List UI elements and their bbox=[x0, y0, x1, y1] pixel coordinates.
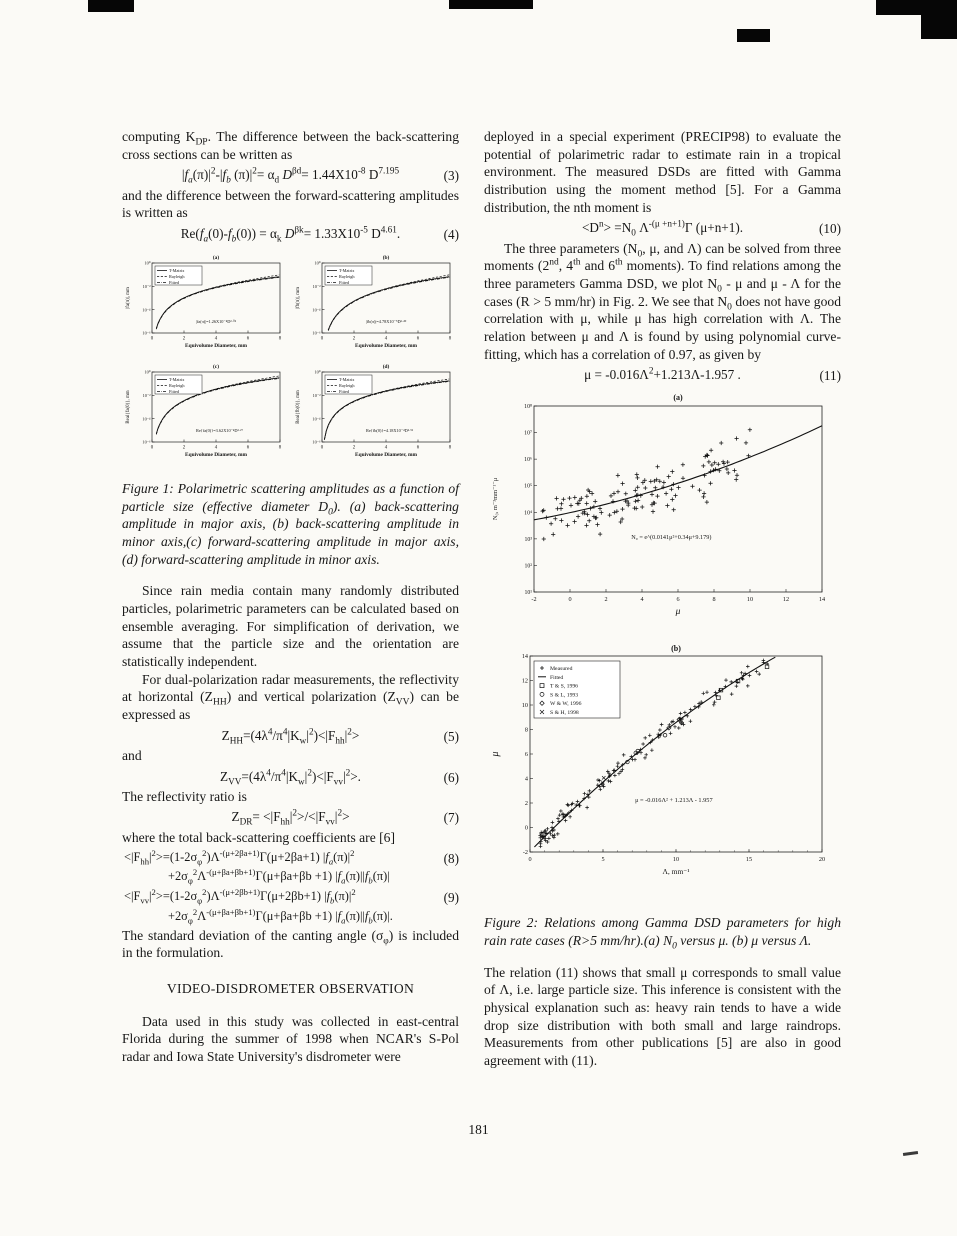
svg-text:4: 4 bbox=[384, 445, 388, 451]
svg-text:10: 10 bbox=[521, 702, 528, 710]
svg-text:Fitted: Fitted bbox=[550, 675, 564, 682]
figure-1-subplot-svg bbox=[292, 251, 456, 357]
svg-text:10⁰: 10⁰ bbox=[144, 260, 151, 266]
page-number: 181 bbox=[468, 1122, 489, 1137]
equation-number: (4) bbox=[443, 226, 459, 242]
equation-number: (10) bbox=[819, 221, 841, 237]
svg-text:10⁻⁴: 10⁻⁴ bbox=[312, 416, 321, 422]
svg-text:Fitted: Fitted bbox=[169, 280, 180, 286]
svg-text:Rayleigh: Rayleigh bbox=[339, 274, 355, 280]
svg-text:6: 6 bbox=[524, 751, 528, 759]
svg-text:0: 0 bbox=[150, 445, 154, 451]
equation-body: $+2\sigma_\varphi^2\Lambda^{-(\mu+\beta a+\beta b+1)}\Gamma(\mu+\beta a+\beta b +1)$ $|f_a(\pi)||f_b(\pi)|$ bbox=[168, 867, 390, 886]
svg-text:10³: 10³ bbox=[524, 537, 532, 544]
svg-text:5: 5 bbox=[601, 856, 605, 864]
svg-text:6: 6 bbox=[416, 445, 420, 451]
figure-1a-plot bbox=[122, 251, 286, 357]
svg-text:(a): (a) bbox=[673, 393, 683, 403]
svg-text:Re{fb(0)}=4.18X10⁻⁴D²·⁹¹: Re{fb(0)}=4.18X10⁻⁴D²·⁹¹ bbox=[366, 428, 414, 433]
equation-body: $<D^n> =N_0$ $\Lambda^{-(\mu +n+1)}\Gamma$ (μ+n+1). bbox=[581, 218, 744, 238]
equation-4 bbox=[122, 224, 459, 243]
svg-text:4: 4 bbox=[214, 445, 218, 451]
svg-text:10⁻²: 10⁻² bbox=[312, 284, 321, 290]
svg-text:0: 0 bbox=[528, 856, 532, 864]
svg-text:S & L, 1993: S & L, 1993 bbox=[550, 692, 579, 699]
pen-mark bbox=[903, 1151, 918, 1156]
equation-body: $|f_a(\pi)|^2-|f_b$ $(\pi)|^2= \alpha_d$ $D^{\beta d}= 1.44X10^{-8}$ $D^{7.195}$ bbox=[181, 165, 400, 185]
equation-5 bbox=[122, 726, 459, 745]
body-paragraph: computing $K_{DP}$. The difference between the back-scattering cross sections can be written as bbox=[122, 129, 459, 162]
svg-text:10⁰: 10⁰ bbox=[314, 369, 321, 375]
equation-8-continued bbox=[122, 867, 459, 885]
body-paragraph: The standard deviation of the canting angle $(\sigma_\varphi)$ is included in the formulation. bbox=[122, 927, 459, 961]
svg-text:10⁷: 10⁷ bbox=[524, 430, 532, 437]
svg-text:2: 2 bbox=[352, 336, 356, 342]
svg-text:T-Matrix: T-Matrix bbox=[169, 377, 185, 383]
equation-body: $<|F_{vv}|^2>=(1-2\sigma_\varphi^2)\Lambda^{-(\mu+2\beta b+1)}\Gamma(\mu+2\beta b+1)$ $|f_b(\pi)|^2$ bbox=[124, 887, 356, 906]
svg-text:14: 14 bbox=[818, 596, 826, 604]
figure-1-caption: Figure 1: Polarimetric scattering amplitudes as a function of particle size (effective diameter $D_0$). (a) back-scattering amplitude in major axis, (b) back-scattering amplitude in minor axis,(c) forward-scattering amplitude in major axis, (d) forward-scattering amplitude in minor axis. bbox=[122, 481, 459, 567]
body-paragraph: Since rain media contain many randomly distributed particles, polarimetric parameters can be calculated based on ensemble averaging. For simplification of derivation, we assume that the particle size and the orientation are statistically independent. bbox=[122, 583, 459, 670]
svg-text:Λ, mm⁻¹: Λ, mm⁻¹ bbox=[662, 867, 690, 877]
equation-8 bbox=[122, 848, 459, 866]
svg-text:10⁴: 10⁴ bbox=[524, 510, 532, 517]
svg-text:0: 0 bbox=[150, 336, 154, 342]
svg-text:0: 0 bbox=[524, 824, 528, 832]
svg-text:Real{fa(0)}, mm: Real{fa(0)}, mm bbox=[126, 390, 131, 424]
svg-text:Equivolume Diameter, mm: Equivolume Diameter, mm bbox=[355, 343, 417, 349]
svg-text:Rayleigh: Rayleigh bbox=[169, 274, 185, 280]
svg-text:10⁻⁶: 10⁻⁶ bbox=[142, 330, 151, 336]
body-paragraph: For dual-polarization radar measurements, the reflectivity at horizontal $(Z_{HH})$ and vertical polarization $(Z_{VV})$ can be expressed as bbox=[122, 671, 459, 723]
svg-text:N₀, m⁻³mm⁻¹⁻μ: N₀, m⁻³mm⁻¹⁻μ bbox=[492, 478, 499, 521]
svg-text:Fitted: Fitted bbox=[339, 389, 350, 395]
svg-text:N₀ = e^(0.0141μ²+0.34μ+9.179): N₀ = e^(0.0141μ²+0.34μ+9.179) bbox=[631, 534, 712, 542]
svg-text:10⁻⁶: 10⁻⁶ bbox=[312, 330, 321, 336]
equation-number: (11) bbox=[819, 368, 841, 384]
svg-text:|fb(π)|=4.78X10⁻⁵D³·⁴⁹: |fb(π)|=4.78X10⁻⁵D³·⁴⁹ bbox=[366, 319, 407, 324]
svg-text:Rayleigh: Rayleigh bbox=[169, 383, 185, 389]
svg-text:0: 0 bbox=[568, 596, 572, 604]
svg-text:4: 4 bbox=[384, 336, 388, 342]
body-paragraph: The reflectivity ratio is bbox=[122, 788, 247, 804]
equation-number: (5) bbox=[443, 728, 459, 744]
svg-text:10¹: 10¹ bbox=[524, 590, 532, 597]
equation-body: $\mu = -0.016\Lambda^2+1.213\Lambda-1.957$ . bbox=[584, 365, 741, 383]
svg-text:10⁰: 10⁰ bbox=[144, 369, 151, 375]
svg-text:(b): (b) bbox=[671, 644, 681, 654]
figure-1-subplot-svg bbox=[292, 360, 456, 466]
equation-number: (9) bbox=[443, 890, 459, 906]
svg-text:Real{fb(0)}, mm: Real{fb(0)}, mm bbox=[296, 390, 301, 424]
svg-text:Fitted: Fitted bbox=[169, 389, 180, 395]
svg-text:T-Matrix: T-Matrix bbox=[339, 377, 355, 383]
svg-text:10⁻⁶: 10⁻⁶ bbox=[312, 439, 321, 445]
figure-2a-plot bbox=[486, 390, 841, 636]
svg-text:10: 10 bbox=[746, 596, 754, 604]
body-paragraph: The relation (11) shows that small μ corresponds to small value of Λ, i.e. large particle size. This inference is consistent with the physical explanation such as: heavy rain tends to have a wide drop size distribution with both small and large raindrops. Measurements from other publications [5] are also in good agreement with (11). bbox=[484, 964, 841, 1069]
equation-number: (7) bbox=[443, 810, 459, 826]
body-paragraph: where the total back-scattering coefficients are [6] bbox=[122, 829, 395, 845]
scan-artifact bbox=[737, 29, 770, 42]
svg-text:2: 2 bbox=[604, 596, 608, 604]
equation-9-continued bbox=[122, 907, 459, 925]
svg-text:10⁶: 10⁶ bbox=[524, 457, 532, 464]
svg-text:8: 8 bbox=[278, 336, 282, 342]
svg-text:(c): (c) bbox=[213, 364, 219, 370]
svg-text:10⁻⁶: 10⁻⁶ bbox=[142, 439, 151, 445]
svg-text:Equivolume Diameter, mm: Equivolume Diameter, mm bbox=[185, 343, 247, 349]
svg-text:2: 2 bbox=[352, 445, 356, 451]
section-heading: VIDEO-DISDROMETER OBSERVATION bbox=[166, 981, 415, 997]
svg-text:Re{fa(0)}=3.62X10⁻⁴D³·²⁷: Re{fa(0)}=3.62X10⁻⁴D³·²⁷ bbox=[196, 428, 243, 433]
svg-text:6: 6 bbox=[676, 596, 680, 604]
svg-text:10⁸: 10⁸ bbox=[524, 404, 532, 411]
svg-text:6: 6 bbox=[416, 336, 420, 342]
equation-11 bbox=[484, 365, 841, 384]
svg-text:15: 15 bbox=[745, 856, 753, 864]
body-paragraph: deployed in a special experiment (PRECIP98) to evaluate the potential of polarimetric radar to estimate rain in a tropical environment. The measured DSDs are fitted with Gamma distribution using the moment method [5]. For a Gamma distribution, the nth moment is bbox=[484, 129, 841, 215]
svg-text:Fitted: Fitted bbox=[339, 280, 350, 286]
svg-text:μ: μ bbox=[490, 751, 501, 757]
left-column bbox=[122, 128, 459, 1066]
equation-10 bbox=[484, 218, 841, 237]
equation-body: $Z_{HH}=(4\lambda^4/\pi^4|K_w|^2)<|F_{hh}|^2>$ bbox=[221, 726, 360, 746]
equation-body: $Z_{DR}= <|F_{hh}|^2>/<|F_{vv}|^2>$ bbox=[231, 808, 350, 828]
figure-1c-plot bbox=[122, 360, 286, 466]
svg-text:8: 8 bbox=[524, 726, 528, 734]
svg-text:(d): (d) bbox=[382, 364, 390, 370]
svg-text:4: 4 bbox=[214, 336, 218, 342]
svg-text:8: 8 bbox=[448, 445, 452, 451]
svg-text:|fb(π)|, mm: |fb(π)|, mm bbox=[296, 287, 301, 309]
svg-text:10⁻⁴: 10⁻⁴ bbox=[312, 307, 321, 313]
svg-text:10⁻²: 10⁻² bbox=[142, 393, 151, 399]
svg-text:μ = -0.016Λ² + 1.213Λ - 1.957: μ = -0.016Λ² + 1.213Λ - 1.957 bbox=[635, 797, 713, 805]
scan-artifact bbox=[876, 0, 957, 15]
svg-text:(a): (a) bbox=[212, 255, 220, 261]
svg-text:Measured: Measured bbox=[550, 666, 573, 673]
equation-number: (8) bbox=[443, 851, 459, 867]
svg-text:20: 20 bbox=[818, 856, 826, 864]
svg-text:10⁻²: 10⁻² bbox=[142, 284, 151, 290]
svg-text:4: 4 bbox=[640, 596, 644, 604]
svg-text:10⁻⁴: 10⁻⁴ bbox=[142, 416, 151, 422]
equation-number: (3) bbox=[443, 168, 459, 184]
figure-1-subplot-svg bbox=[122, 251, 286, 357]
svg-text:0: 0 bbox=[320, 336, 324, 342]
svg-text:8: 8 bbox=[448, 336, 452, 342]
svg-text:(b): (b) bbox=[382, 255, 390, 261]
scan-artifact bbox=[449, 0, 533, 9]
right-column bbox=[484, 128, 841, 1070]
equation-body: $Re(f_a(0)-f_b(0)) = \alpha_k$ $D^{\beta k}= 1.33X10^{-5}$ $D^{4.61}$. bbox=[180, 224, 401, 244]
body-paragraph: and the difference between the forward-scattering amplitudes is written as bbox=[122, 187, 459, 221]
svg-text:T-Matrix: T-Matrix bbox=[169, 268, 185, 274]
figure-1d-plot bbox=[292, 360, 456, 466]
svg-text:2: 2 bbox=[182, 336, 186, 342]
svg-text:0: 0 bbox=[320, 445, 324, 451]
equation-body: $+2\sigma_\varphi^2\Lambda^{-(\mu+\beta a+\beta b+1)}\Gamma(\mu+\beta a+\beta b +1)$ $|f_a(\pi)||f_b(\pi)|$. bbox=[168, 906, 393, 926]
equation-3 bbox=[122, 165, 459, 184]
figure-1b-plot bbox=[292, 251, 456, 357]
body-paragraph: The three parameters ($N_0$, μ, and Λ) can be solved from three moments (2nd, 4th and 6th moments). To find relations among the three parameters Gamma DSD, we plot $N_0$ - μ and μ - Λ for the cases (R > 5 mm/hr) in Fig. 2. We see that $N_0$ does not have good correlation with μ, while μ has high correlation with Λ. The relation between μ and Λ is found by using polynomial curve-fitting, which has a correlation of 0.97, as given by bbox=[484, 240, 842, 362]
svg-text:T-Matrix: T-Matrix bbox=[339, 268, 355, 274]
equation-body: $Z_{VV}=(4\lambda^4/\pi^4|K_w|^2)<|F_{vv}|^2>$. bbox=[220, 767, 361, 787]
svg-text:-2: -2 bbox=[531, 596, 537, 604]
svg-text:T & S, 1996: T & S, 1996 bbox=[550, 683, 579, 690]
svg-text:μ: μ bbox=[675, 607, 681, 618]
svg-text:10²: 10² bbox=[524, 563, 532, 570]
figure-2b-plot bbox=[486, 642, 841, 900]
svg-text:10⁰: 10⁰ bbox=[314, 260, 321, 266]
svg-text:6: 6 bbox=[246, 336, 250, 342]
equation-7 bbox=[122, 807, 459, 826]
equation-6 bbox=[122, 767, 459, 786]
svg-text:|fa(π)|, mm: |fa(π)|, mm bbox=[126, 287, 131, 309]
svg-text:S & H, 1998: S & H, 1998 bbox=[550, 710, 579, 717]
svg-text:8: 8 bbox=[712, 596, 716, 604]
figure-1-subplot-svg bbox=[122, 360, 286, 466]
equation-number: (6) bbox=[443, 769, 459, 785]
svg-text:12: 12 bbox=[782, 596, 790, 604]
svg-text:Rayleigh: Rayleigh bbox=[339, 383, 355, 389]
svg-text:10⁻⁴: 10⁻⁴ bbox=[142, 307, 151, 313]
svg-text:10: 10 bbox=[672, 856, 680, 864]
svg-text:14: 14 bbox=[521, 653, 528, 661]
svg-text:8: 8 bbox=[278, 445, 282, 451]
svg-text:10⁻²: 10⁻² bbox=[312, 393, 321, 399]
svg-text:6: 6 bbox=[246, 445, 250, 451]
svg-text:12: 12 bbox=[521, 677, 528, 685]
equation-9 bbox=[122, 887, 459, 905]
svg-text:2: 2 bbox=[524, 800, 528, 808]
equation-body: $<|F_{hh}|^2>=(1-2\sigma_\varphi^2)\Lambda^{-(\mu+2\beta a+1)}\Gamma(\mu+2\beta a+1)$ $|f_a(\pi)|^2$ bbox=[124, 848, 355, 867]
svg-text:W & W, 1996: W & W, 1996 bbox=[550, 701, 582, 708]
figure-2-caption: Figure 2: Relations among Gamma DSD parameters for high rain rate cases (R>5 mm/hr).(a) $N_0$ versus μ. (b) μ versus Λ. bbox=[484, 915, 841, 952]
svg-text:|fa(π)|=1.26X10⁻⁴D³·⁰²: |fa(π)|=1.26X10⁻⁴D³·⁰² bbox=[196, 319, 237, 324]
body-paragraph: Data used in this study was collected in east-central Florida during the summer of 1998 when NCAR's S-Pol radar and Iowa State University's disdrometer were bbox=[122, 1013, 459, 1065]
svg-text:Equivolume Diameter, mm: Equivolume Diameter, mm bbox=[355, 452, 417, 458]
scan-artifact bbox=[921, 15, 957, 39]
figure-2b-svg bbox=[486, 642, 836, 900]
svg-text:Equivolume Diameter, mm: Equivolume Diameter, mm bbox=[185, 452, 247, 458]
svg-text:2: 2 bbox=[182, 445, 186, 451]
figure-1 bbox=[122, 251, 459, 466]
svg-text:10⁵: 10⁵ bbox=[524, 484, 532, 491]
svg-text:4: 4 bbox=[524, 775, 528, 783]
scan-artifact bbox=[88, 0, 134, 12]
body-paragraph: and bbox=[122, 747, 142, 763]
figure-2a-svg bbox=[486, 390, 836, 636]
svg-text:-2: -2 bbox=[522, 849, 528, 857]
